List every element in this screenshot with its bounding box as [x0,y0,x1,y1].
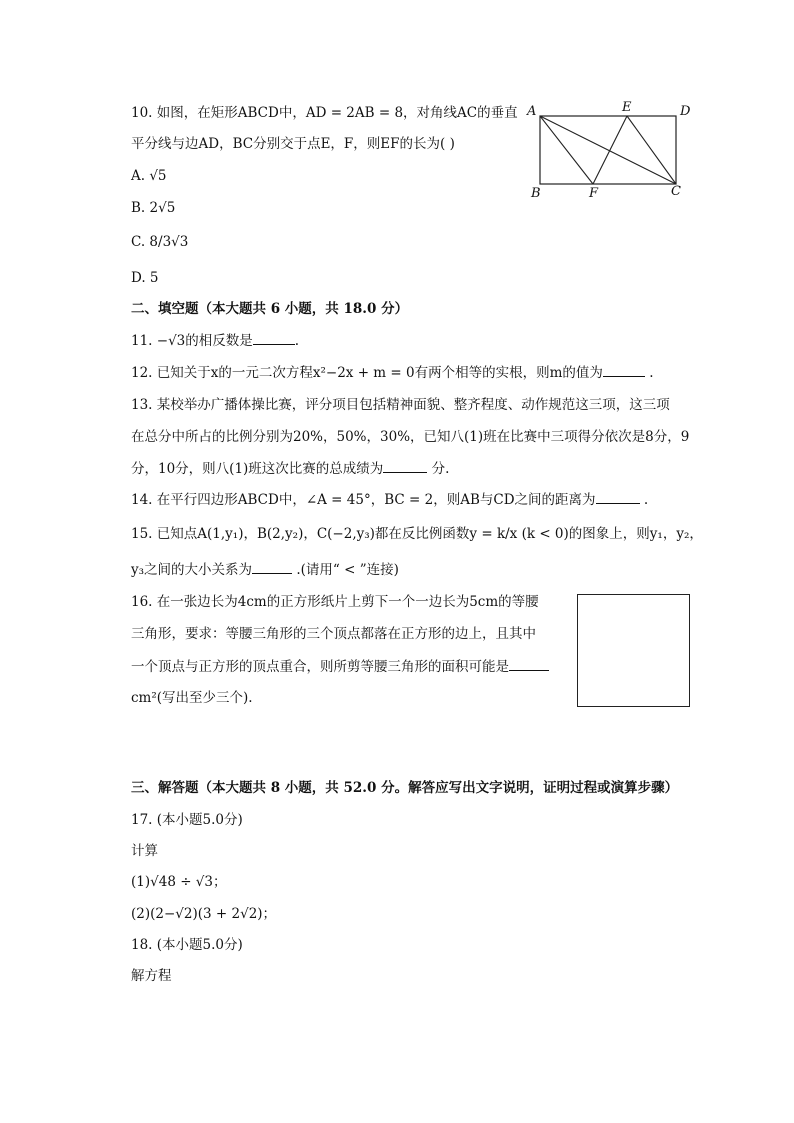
q15-answer-blank[interactable] [252,559,292,574]
q11-answer-blank[interactable] [253,330,295,345]
q17-part2: (2)(2−√2)(3 + 2√2)； [131,906,277,922]
label-c: C [671,184,681,199]
q15-line2-end: .(请用“ < ”连接) [292,562,399,578]
segment-af [540,116,593,184]
q14 [131,489,648,510]
q10-option-a: A. √5 [131,168,167,184]
q10-line2: 平分线与边AD，BC分别交于点E，F，则EF的长为( ) [131,136,455,152]
q13-line3 [131,458,449,479]
q10-option-b: B. 2√5 [131,200,176,216]
q13-line3-end: 分. [427,461,450,477]
q16-line4: cm²(写出至少三个). [131,690,253,706]
q15-line2-text: y₃之间的大小关系为 [131,562,253,578]
q16-line3-text: 一个顶点与正方形的顶点重合，则所剪等腰三角形的面积可能是 [131,659,509,675]
q16-answer-blank[interactable] [509,656,549,671]
q16-line1: 16. 在一张边长为4cm的正方形纸片上剪下一个一边长为5cm的等腰 [131,594,539,610]
q11 [131,330,299,351]
q15-line2 [131,559,399,580]
q12 [131,362,654,383]
segment-ec [627,116,676,184]
q14-text: 14. 在平行四边形ABCD中，∠A = 45°，BC = 2，则AB与CD之间的距离为 [131,492,596,508]
q12-text: 12. 已知关于x的一元二次方程x²−2x + m = 0有两个相等的实根，则m的值为 [131,365,603,381]
label-a: A [527,104,537,119]
q14-answer-blank[interactable] [596,489,640,504]
q10-rectangle-figure [525,98,700,208]
q16-line2: 三角形，要求：等腰三角形的三个顶点都落在正方形的边上，且其中 [131,626,536,642]
q16-square-figure [577,594,690,707]
q13-answer-blank[interactable] [383,458,427,473]
q10-option-c: C. 8/3√3 [131,234,189,250]
label-e: E [622,100,632,115]
section2-title: 二、填空题（本大题共 6 小题，共 18.0 分） [131,301,409,317]
q17-header: 17. (本小题5.0分) [131,812,243,828]
q12-end: . [644,365,654,381]
q18-prompt: 解方程 [131,968,172,984]
label-b: B [531,186,541,201]
q16-line3 [131,656,549,677]
q17-part1: (1)√48 ÷ √3； [131,874,227,890]
label-d: D [680,104,691,119]
q18-header: 18. (本小题5.0分) [131,937,243,953]
q13-line1: 13. 某校举办广播体操比赛，评分项目包括精神面貌、整齐程度、动作规范这三项，这三项 [131,397,670,413]
q11-text: 11. −√3的相反数是 [131,333,253,349]
q12-answer-blank[interactable] [603,362,645,377]
q13-line2: 在总分中所占的比例分别为20%，50%，30%，已知八(1)班在比赛中三项得分依次是8分，9 [131,429,690,445]
q14-end: . [639,492,649,508]
q17-prompt: 计算 [131,843,158,859]
q10-line1: 10. 如图，在矩形ABCD中，AD = 2AB = 8，对角线AC的垂直 [131,105,518,121]
q10-option-d: D. 5 [131,270,159,286]
diagonal-ac [540,116,676,184]
section3-title: 三、解答题（本大题共 8 小题，共 52.0 分。解答应写出文字说明，证明过程或演算步骤） [131,780,679,796]
segment-fe [593,116,627,184]
q13-line3-text: 分，10分，则八(1)班这次比赛的总成绩为 [131,461,384,477]
label-f: F [589,186,599,201]
q15-line1: 15. 已知点A(1,y₁)，B(2,y₂)，C(−2,y₃)都在反比例函数y = k/x (k < 0)的图象上，则y₁，y₂， [131,526,703,542]
q11-end: . [294,333,300,349]
